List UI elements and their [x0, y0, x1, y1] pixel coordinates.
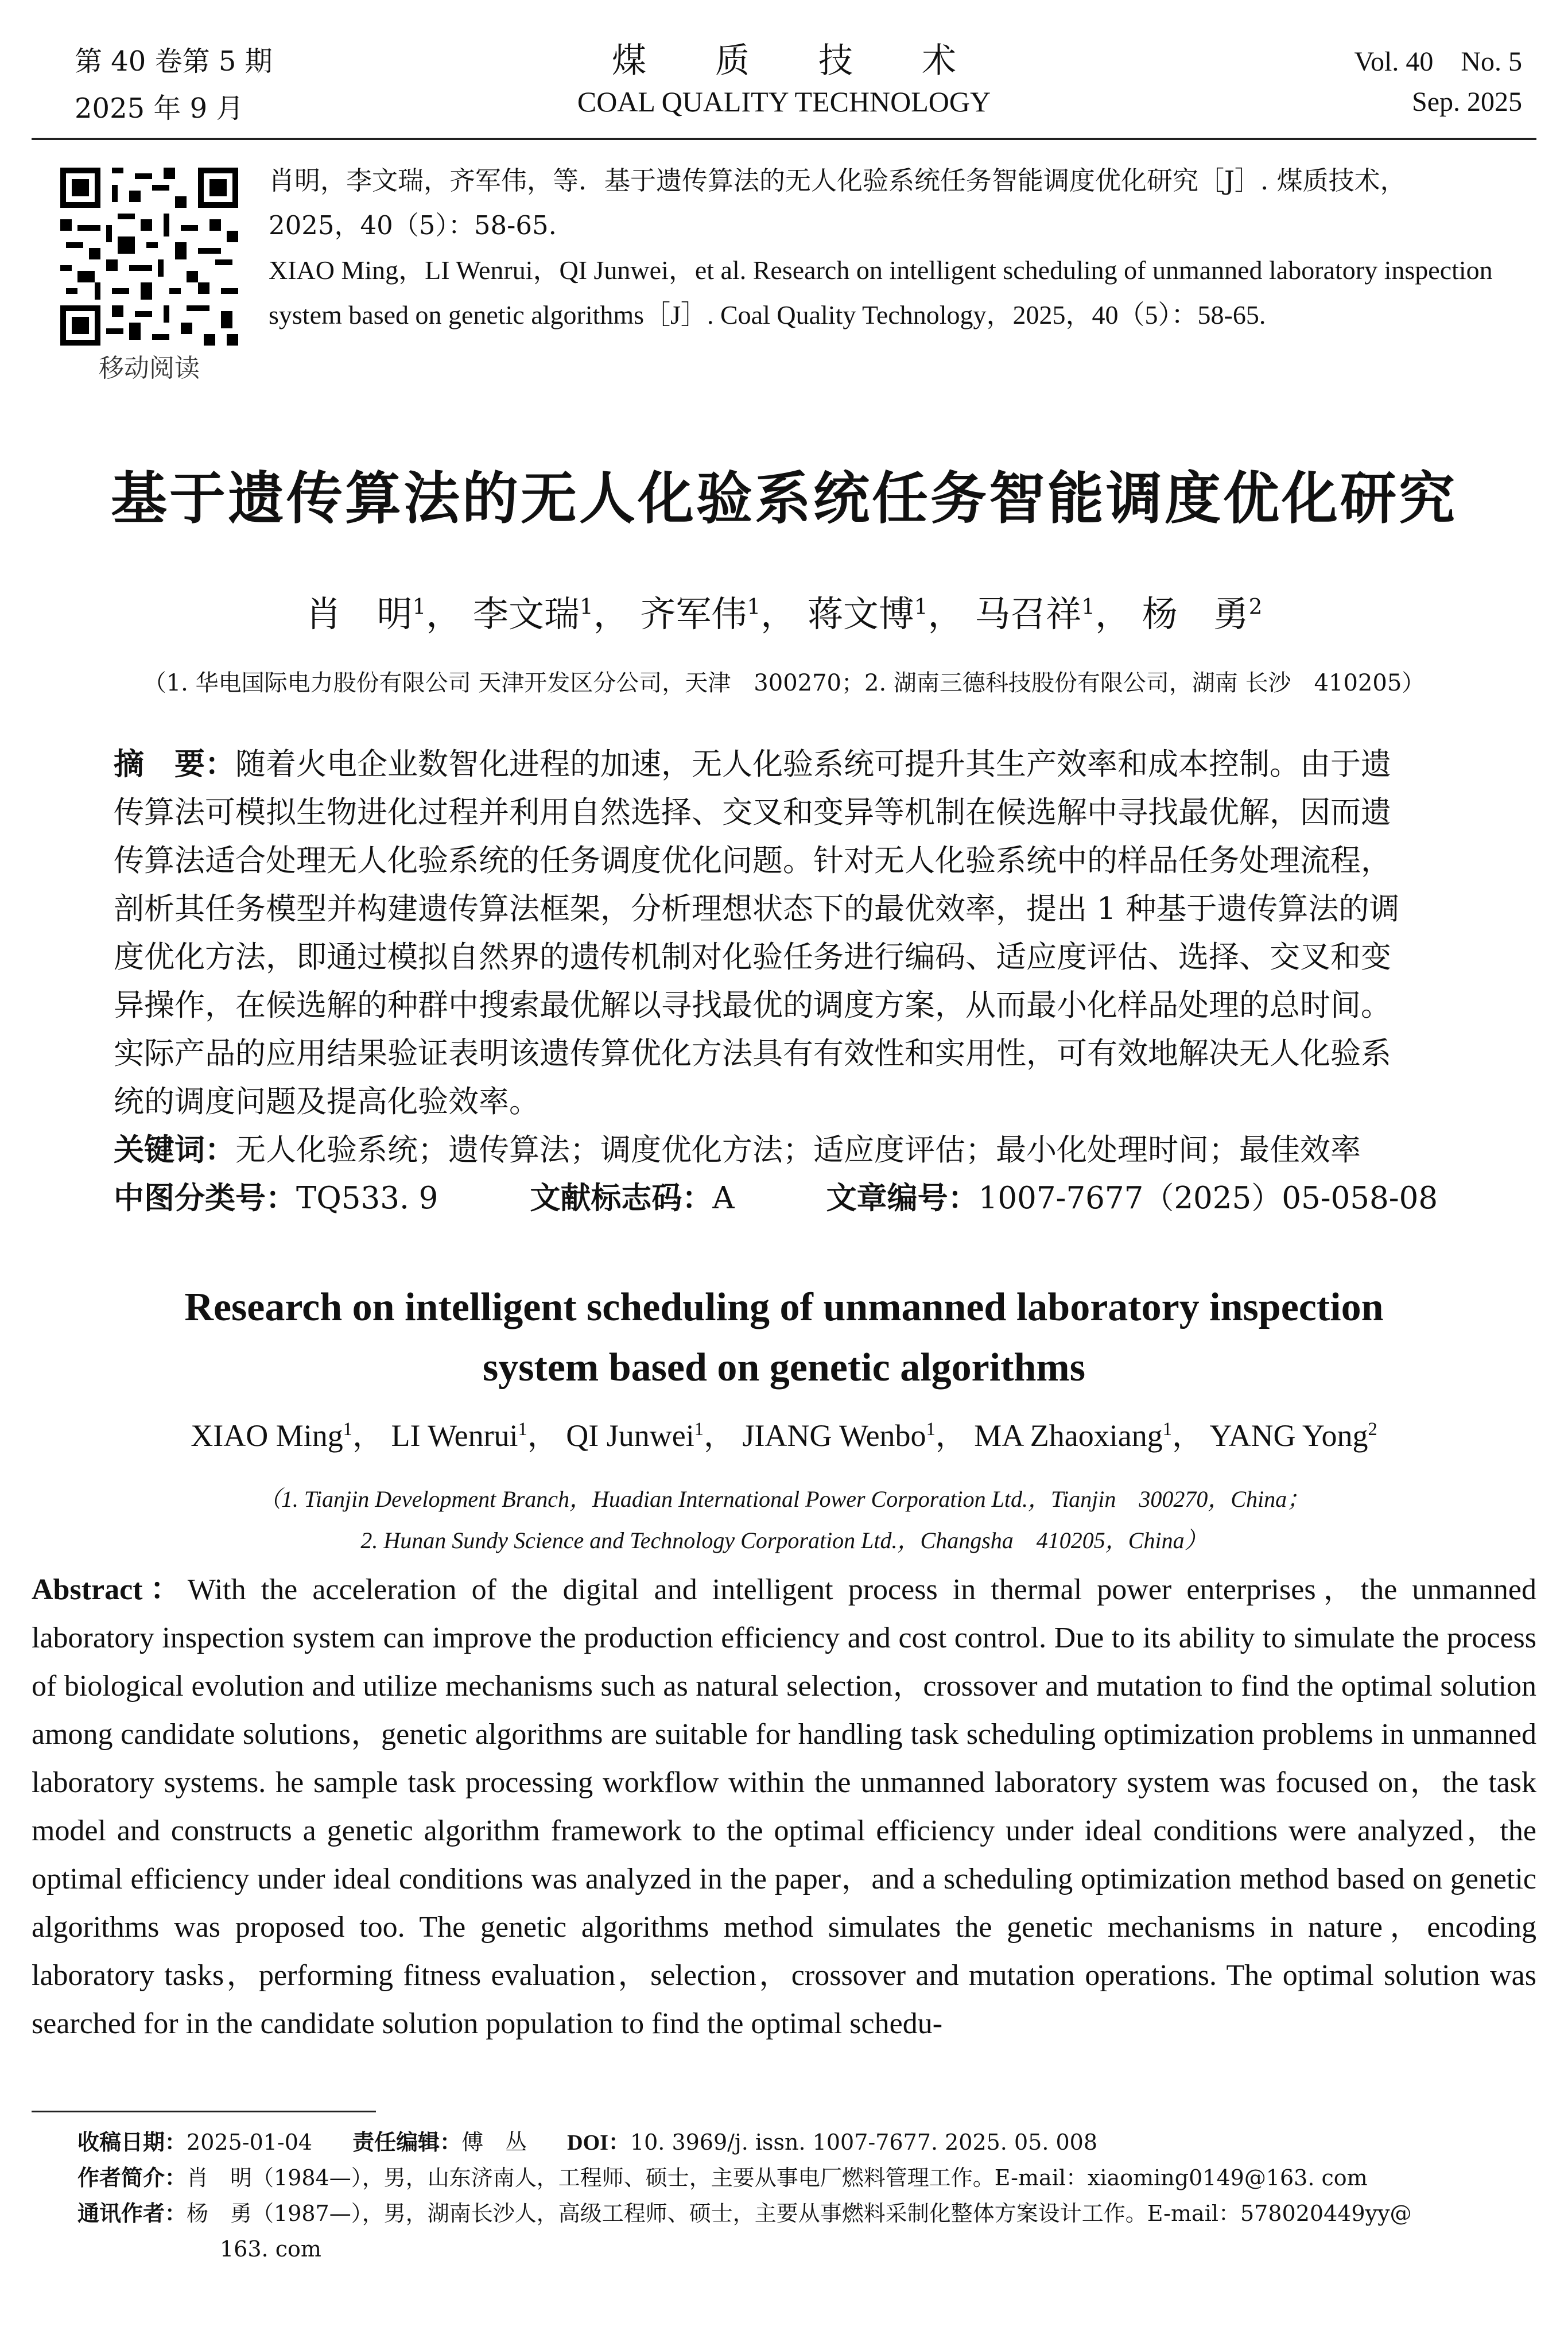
author-en: LI Wenrui — [391, 1418, 518, 1453]
author-cn: 李文瑞 — [473, 593, 580, 635]
citation-en-line1: XIAO Ming，LI Wenrui，QI Junwei，et al. Research on intelligent scheduling of unmanned laboratory inspection — [269, 255, 1493, 285]
abstract-cn-line: 统的调度问题及提高化验效率。 — [114, 1084, 540, 1119]
author-bio-value: 肖 明（1984—），男，山东济南人，工程师、硕士，主要从事电厂燃料管理工作。E-mail：xiaoming0149@163. com — [187, 2165, 1368, 2190]
author-cn: 齐军伟 — [640, 593, 747, 635]
qr-code-icon[interactable] — [60, 168, 238, 346]
received-value: 2025-01-04 — [187, 2130, 313, 2155]
abstract-cn-line: 实际产品的应用结果验证表明该遗传算优化方法具有有效性和实用性，可有效地解决无人化验系 — [114, 1036, 1391, 1071]
doi-value[interactable]: 10. 3969/j. issn. 1007-7677. 2025. 05. 008 — [630, 2130, 1098, 2155]
author-bio-label: 作者简介： — [77, 2165, 187, 2190]
doc-code-label: 文献标志码： — [530, 1181, 713, 1216]
author-separator: ， — [1171, 1418, 1203, 1453]
author-separator: ， — [593, 593, 629, 635]
page-title-en — [0, 1277, 1568, 1398]
author-sup: 2 — [1368, 1419, 1377, 1440]
title-en-line2: system based on genetic algorithms — [483, 1345, 1085, 1390]
header-volume-cn: 第 40 卷第 5 期 — [75, 45, 273, 77]
author-sup: 1 — [926, 1419, 936, 1440]
author-en: QI Junwei — [566, 1418, 694, 1453]
editor-label: 责任编辑： — [352, 2130, 462, 2155]
editor-value: 傅 丛 — [461, 2130, 527, 2155]
clc-label: 中图分类号： — [114, 1181, 296, 1216]
author-sup: 2 — [1248, 594, 1263, 619]
author-sup: 1 — [518, 1419, 527, 1440]
author-separator: ， — [352, 1418, 383, 1453]
abstract-cn-line — [114, 740, 1457, 789]
article-no-label: 文章编号： — [826, 1181, 979, 1216]
author-sup: 1 — [580, 594, 593, 619]
header-journal-en: COAL QUALITY TECHNOLOGY — [577, 86, 991, 118]
author-separator: ， — [927, 593, 964, 635]
doi-label: DOI： — [567, 2131, 630, 2155]
citation-cn-line1: 肖明，李文瑞，齐军伟，等．基于遗传算法的无人化验系统任务智能调度优化研究［J］. 煤质技术， — [269, 165, 1406, 196]
keywords-cn — [114, 1126, 1457, 1174]
author-en: YANG Yong — [1209, 1418, 1368, 1453]
citation-en-line2: system based on genetic algorithms［J］. Coal Quality Technology，2025，40（5）：58-65. — [269, 300, 1266, 329]
header-date-cn: 2025 年 9 月 — [75, 92, 244, 125]
abstract-cn-line: 剖析其任务模型并构建遗传算法框架，分析理想状态下的最优效率，提出 1 种基于遗传算法的调 — [114, 891, 1400, 926]
abstract-cn-label: 摘 要： — [114, 747, 235, 782]
abstract-en — [32, 1566, 1536, 2048]
author-sup: 1 — [1162, 1419, 1172, 1440]
doc-code-value: A — [712, 1181, 735, 1216]
author-separator: ， — [527, 1418, 558, 1453]
citation-cn-line2: 2025，40（5）：58-65. — [269, 210, 557, 241]
abstract-en-label: Abstract： — [32, 1573, 188, 1606]
author-list-cn — [0, 585, 1568, 637]
author-cn: 杨 勇 — [1142, 593, 1249, 635]
author-en: MA Zhaoxiang — [974, 1418, 1163, 1453]
header-journal-cn: 煤 质 技 术 — [612, 41, 956, 81]
author-sup: 1 — [343, 1419, 352, 1440]
author-sup: 1 — [694, 1419, 704, 1440]
author-cn: 蒋文博 — [807, 593, 914, 635]
abstract-cn-line: 传算法可模拟生物进化过程并利用自然选择、交叉和变异等机制在候选解中寻找最优解，因而遗 — [114, 795, 1391, 830]
author-separator: ， — [703, 1418, 735, 1453]
qr-caption: 移动阅读 — [99, 354, 200, 383]
author-list-en — [0, 1411, 1568, 1455]
author-sup: 1 — [914, 594, 928, 619]
author-sup: 1 — [412, 594, 426, 619]
abstract-en-text: With the acceleration of the digital and intelligent process in thermal power enterprises，the unmanned laboratory inspection system can improve the production efficiency and cost control. Due to its ability to simulate the process of biological evolution and utilize mechanisms such as natural selection，crossover and mutation to find the optimal solution among candidate solutions，genetic algorithms are suitable for handling task scheduling optimization problems in unmanned laboratory systems. he sample task processing workflow within the unmanned laboratory system was focused on，the task model and constructs a genetic algorithm framework to the optimal efficiency under ideal conditions were analyzed，the optimal efficiency under ideal conditions was analyzed in the paper，and a scheduling optimization method based on genetic algorithms was proposed too. The genetic algorithms method simulates the genetic mechanisms in nature，encoding laboratory tasks，performing fitness evaluation，selection，crossover and mutation operations. The optimal solution was searched for in the candidate solution population to find the optimal schedu- — [32, 1573, 1536, 2040]
author-sup: 1 — [747, 594, 761, 619]
classification-line — [114, 1174, 1457, 1223]
title-en-line1: Research on intelligent scheduling of unmanned laboratory inspection — [184, 1285, 1384, 1329]
author-sup: 1 — [1081, 594, 1095, 619]
author-separator: ， — [426, 593, 462, 635]
author-cn: 肖 明 — [305, 593, 413, 635]
keywords-text: 无人化验系统；遗传算法；调度优化方法；适应度评估；最小化处理时间；最佳效率 — [235, 1133, 1361, 1168]
abstract-cn-line: 传算法适合处理无人化验系统的任务调度优化问题。针对无人化验系统中的样品任务处理流程， — [114, 843, 1391, 878]
author-separator: ， — [760, 593, 797, 635]
footnote-corresponding-cont: 163. com — [220, 2236, 321, 2262]
article-no-value: 1007-7677（2025）05-058-08 — [978, 1181, 1438, 1216]
abstract-cn-line: 度优化方法，即通过模拟自然界的遗传机制对化验任务进行编码、适应度评估、选择、交叉和变 — [114, 940, 1391, 975]
author-separator: ， — [1095, 593, 1131, 635]
affiliation-cn: （1. 华电国际电力股份有限公司 天津开发区分公司，天津 300270；2. 湖南三德科技股份有限公司，湖南 长沙 410205） — [143, 670, 1425, 696]
author-en: XIAO Ming — [191, 1418, 343, 1453]
header-rule — [32, 138, 1536, 140]
footnote-rule — [32, 2111, 376, 2112]
clc-value: TQ533. 9 — [296, 1181, 438, 1216]
abstract-cn-line: 异操作，在候选解的种群中搜索最优解以寻找最优的调度方案，从而最小化样品处理的总时间。 — [114, 988, 1391, 1023]
affiliation-en-line2: 2. Hunan Sundy Science and Technology Corporation Ltd.，Changsha 410205，China） — [360, 1527, 1208, 1553]
corresponding-label: 通讯作者： — [77, 2201, 187, 2226]
keywords-label: 关键词： — [114, 1133, 235, 1168]
footnote-received — [77, 2125, 1535, 2160]
author-en: JIANG Wenbo — [742, 1418, 926, 1453]
author-separator: ， — [935, 1418, 967, 1453]
abstract-cn-text: 随着火电企业数智化进程的加速，无人化验系统可提升其生产效率和成本控制。由于遗 — [235, 747, 1391, 782]
header-date-en: Sep. 2025 — [1412, 87, 1522, 117]
footnote-author — [77, 2161, 1535, 2195]
received-label: 收稿日期： — [77, 2130, 187, 2155]
author-cn: 马召祥 — [975, 593, 1082, 635]
page-title-cn: 基于遗传算法的无人化验系统任务智能调度优化研究 — [110, 466, 1457, 532]
affiliation-en-line1: （1. Tianjin Development Branch，Huadian International Power Corporation Ltd.，Tianjin 300270，China； — [258, 1486, 1310, 1512]
corresponding-value: 杨 勇（1987—），男，湖南长沙人，高级工程师、硕士，主要从事燃料采制化整体方案设计工作。E-mail：578020449yy@ — [187, 2201, 1412, 2226]
header-volume-en: Vol. 40 No. 5 — [1354, 46, 1522, 77]
footnote-corresponding — [77, 2196, 1535, 2231]
